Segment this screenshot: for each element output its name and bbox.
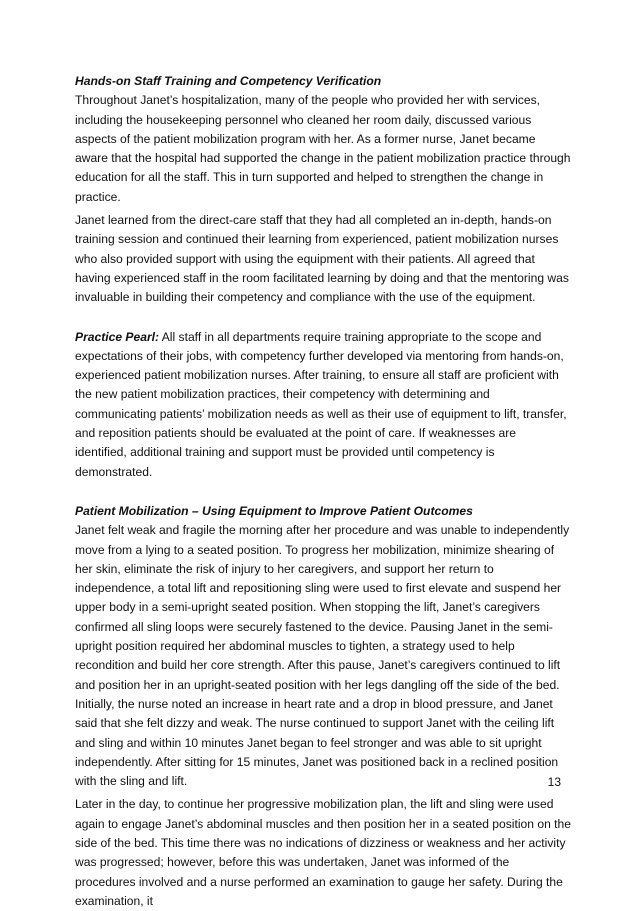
practice-pearl-label: Practice Pearl: (75, 329, 160, 344)
section-heading-patient-mobilization: Patient Mobilization – Using Equipment to Improve Patient Outcomes (75, 503, 473, 518)
section-heading-staff-training: Hands-on Staff Training and Competency Verification (75, 74, 382, 88)
paragraph-hospitalization: Throughout Janet’s hospitalization, many of the people who provided her with services, including the housekeeping personnel who cleaned her room daily, discussed various aspects of the patient mobilization program with her. As a former nurse, Janet became aware that the hospital had supported the change in the patient mobilization practice through education for all the staff. This in turn supported and helped to strengthen the change in practice. (75, 93, 571, 204)
document-page (75, 72, 571, 911)
paragraph-later-in-the-day: Later in the day, to continue her progressive mobilization plan, the lift and sling were used again to engage Janet’s abdominal muscles and then position her in a seated position on the side of the bed. This time there was no indications of dizziness or weakness and her activity was progressed; however, before this was undertaken, Janet was informed of the procedures involved and a nurse performed an examination to gauge her safety. During the examination, it (75, 797, 571, 908)
paragraph-direct-care-staff: Janet learned from the direct-care staff that they had all completed an in-depth, hands-on training session and continued their learning from experienced, patient mobilization nurses who also provided support with using the equipment with their patients. All agreed that having experienced staff in the room facilitated learning by doing and that the mentoring was invaluable in building their competency and compliance with the use of the equipment. (75, 213, 569, 305)
practice-pearl-text: All staff in all departments require training appropriate to the scope and expectations of their jobs, with competency further developed via mentoring from hands-on, experienced patient mobilization nurses. After training, to ensure all staff are proficient with the new patient mobilization practices, their competency with determining and communicating patients’ mobilization needs as well as their use of equipment to lift, transfer, and reposition patients should be evaluated at the point of care. If weaknesses are identified, additional training and support must be provided until competency is demonstrated. (75, 329, 567, 479)
practice-pearl-paragraph (75, 328, 571, 482)
spacer (75, 482, 571, 502)
spacer (75, 308, 571, 328)
paragraph-janet-felt-weak: Janet felt weak and fragile the morning after her procedure and was unable to independently move from a lying to a seated position. To progress her mobilization, minimize shearing of her skin, eliminate the risk of injury to her caregivers, and support her return to independence, a total lift and repositioning sling were used to first elevate and suspend her upper body in a semi-upright seated position. When stopping the lift, Janet’s caregivers confirmed all sling loops were securely fastened to the device. Pausing Janet in the semi-upright position required her abdominal muscles to tighten, a strategy used to help recondition and build her core strength. After this pause, Janet’s caregivers continued to lift and position her in an upright-seated position with her legs dangling off the side of the bed. Initially, the nurse noted an increase in heart rate and a drop in blood pressure, and Janet said that she felt dizzy and weak. The nurse continued to support Janet with the ceiling lift and sling and within 10 minutes Janet began to feel stronger and was able to sit upright independently. After sitting for 15 minutes, Janet was positioned back in a reclined position with the sling and lift. (75, 523, 570, 789)
page-number: 13 (547, 775, 561, 789)
